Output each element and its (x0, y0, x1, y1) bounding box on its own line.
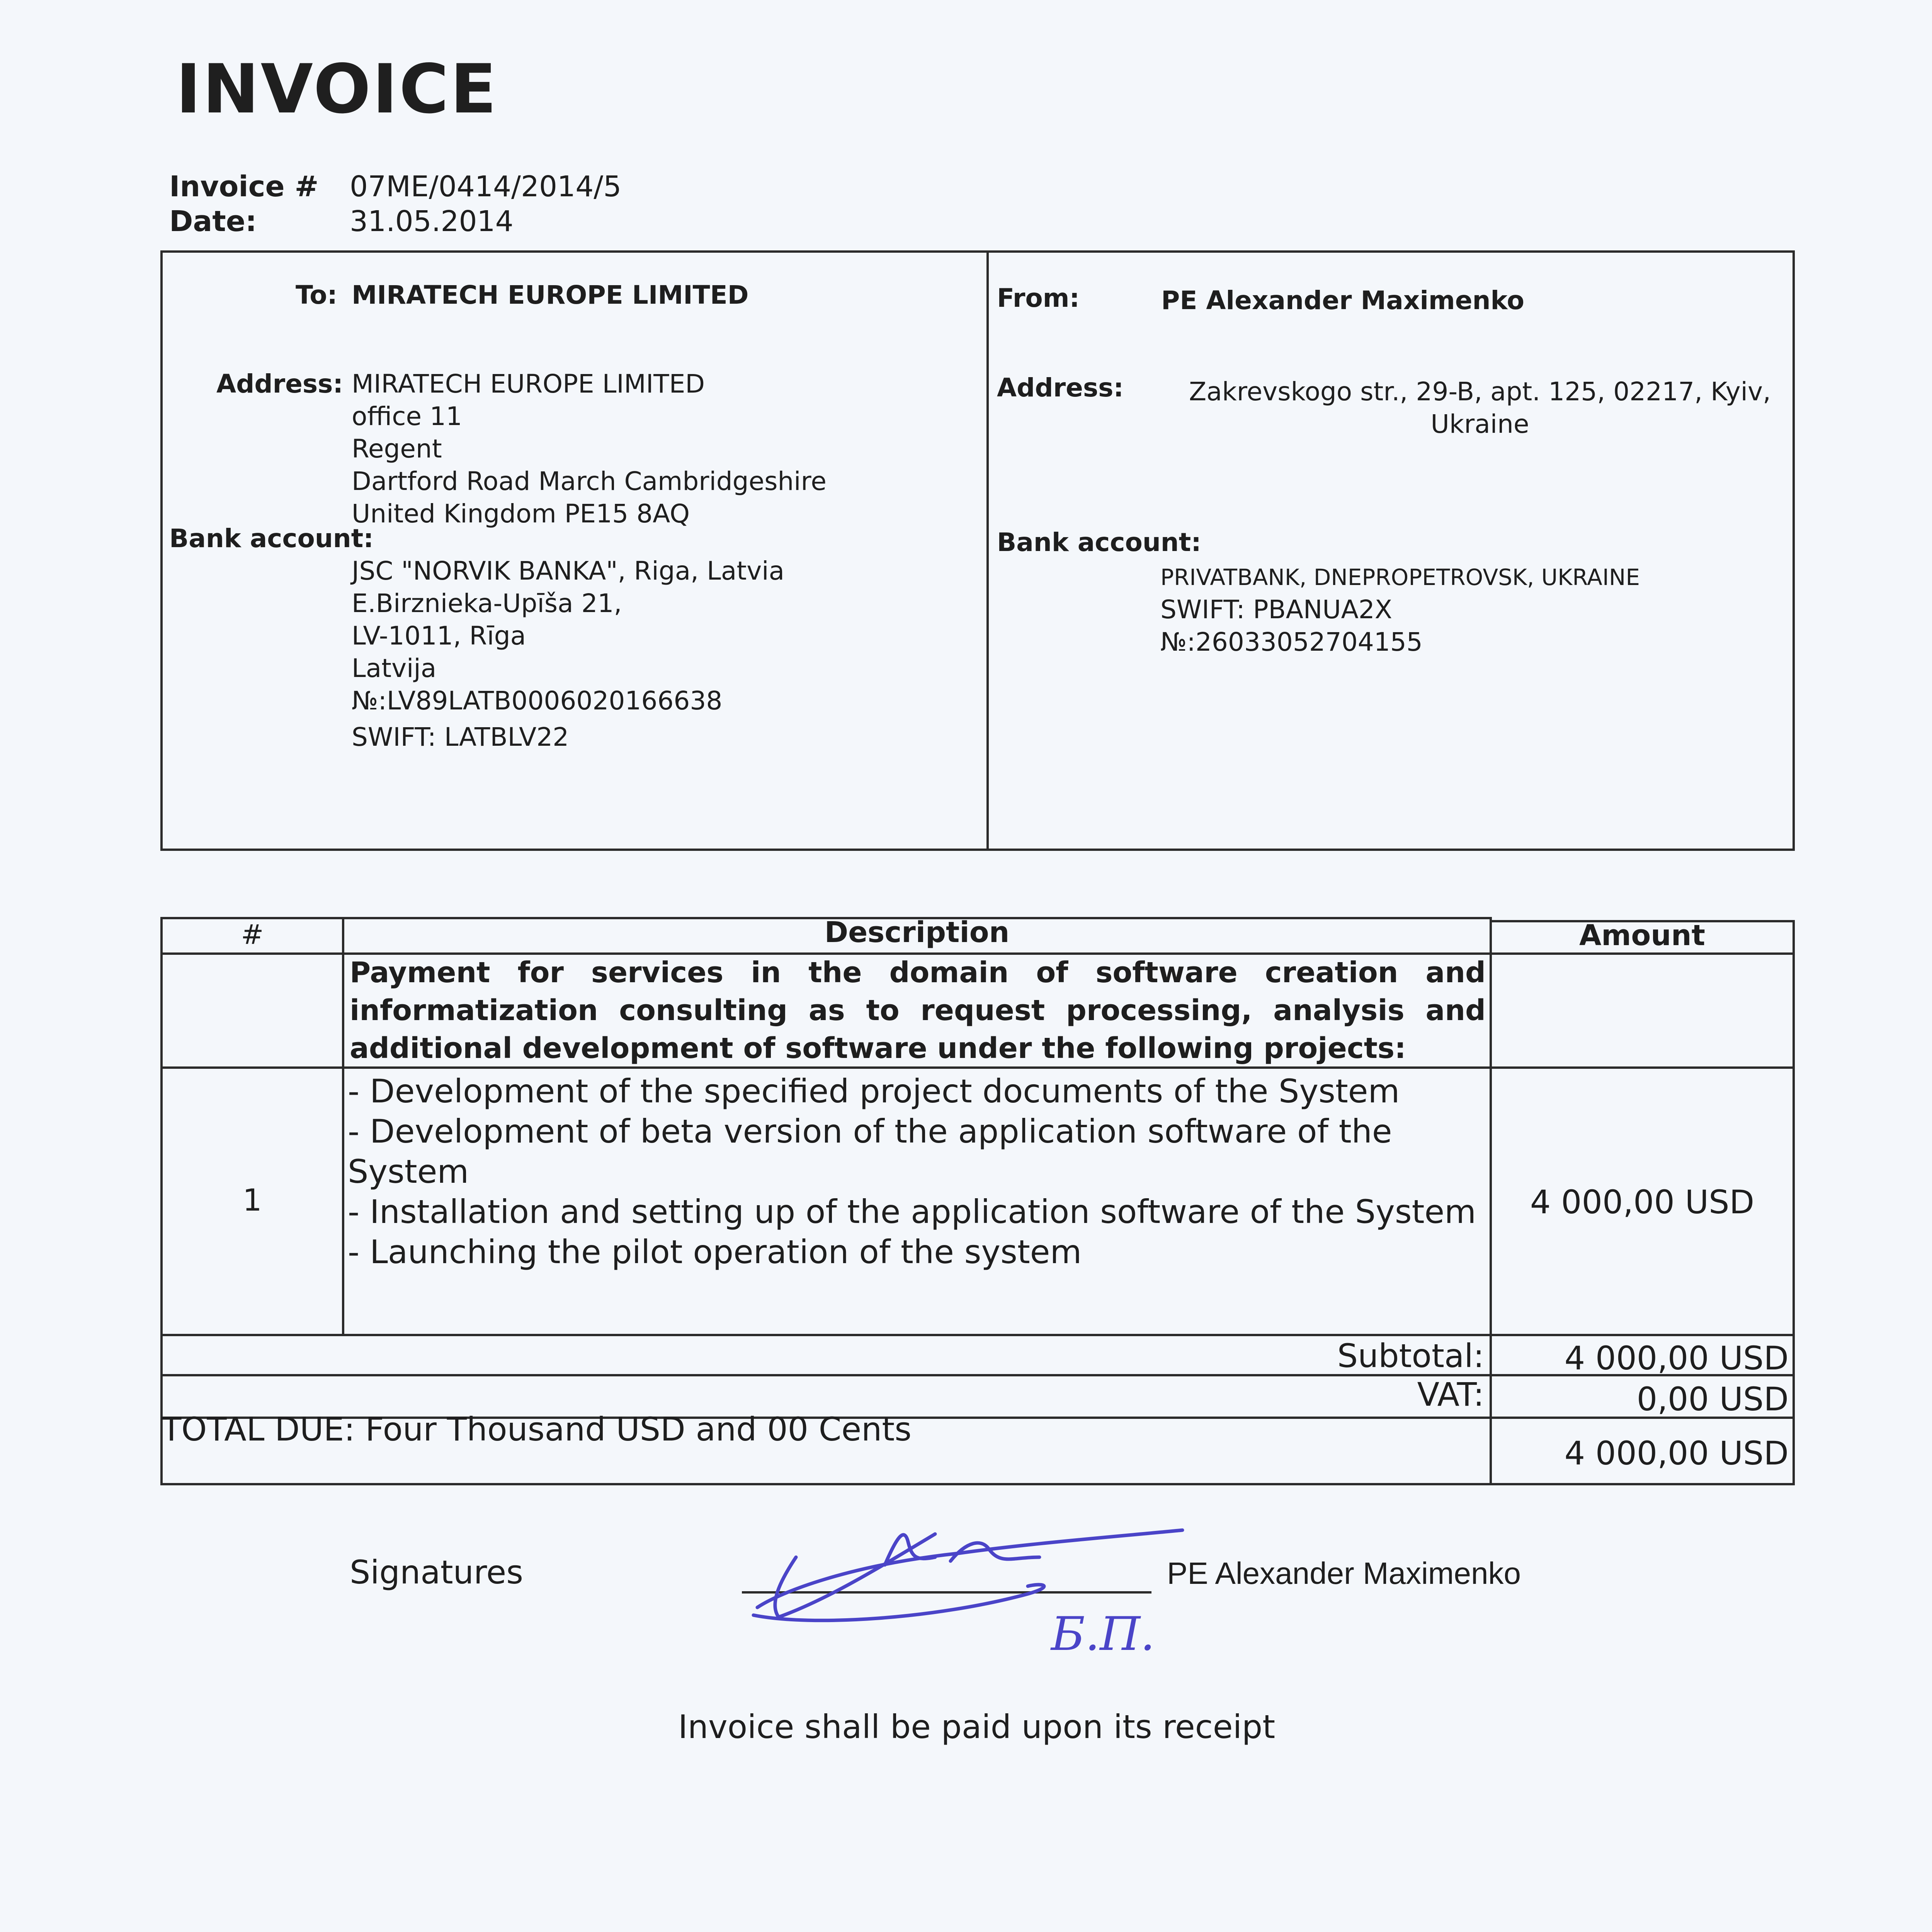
to-name: MIRATECH EUROPE LIMITED (352, 280, 749, 310)
to-bank-details (352, 555, 784, 753)
item-details (348, 1071, 1488, 1272)
payment-line: Payment for services in the domain of software creation and (350, 956, 1486, 989)
item-line: - Development of the specified project documents of the System (348, 1072, 1400, 1110)
address-line: Ukraine (1430, 409, 1529, 439)
parties-box (160, 250, 1795, 851)
to-bank-label: Bank account: (169, 524, 374, 553)
handwritten-note: Б.П. (1051, 1607, 1155, 1661)
col-header-description: Description (824, 916, 1010, 949)
bank-line: LV-1011, Rīga (352, 621, 526, 651)
from-name: PE Alexander Maximenko (1161, 286, 1524, 315)
to-address-label: Address: (216, 369, 343, 399)
from-bank-details (1160, 594, 1423, 658)
col-header-amount: Amount (1579, 919, 1705, 952)
item-line: - Installation and setting up of the application software of the System (348, 1193, 1476, 1231)
invoice-title: INVOICE (176, 50, 498, 129)
invoice-number-label: Invoice # (169, 170, 319, 203)
from-address-label: Address: (997, 373, 1124, 403)
address-line: MIRATECH EUROPE LIMITED (352, 369, 705, 399)
signer-name: PE Alexander Maximenko (1167, 1556, 1521, 1590)
bank-line: SWIFT: LATBLV22 (352, 722, 569, 752)
bank-line: Latvija (352, 653, 437, 683)
bank-line: SWIFT: PBANUA2X (1160, 595, 1392, 624)
subtotal-label: Subtotal: (1337, 1337, 1484, 1375)
to-address (352, 368, 827, 530)
date-label: Date: (169, 205, 257, 238)
invoice-date: 31.05.2014 (350, 205, 514, 238)
address-line: United Kingdom PE15 8AQ (352, 499, 690, 529)
payment-terms-note: Invoice shall be paid upon its receipt (678, 1708, 1276, 1746)
col-header-number: # (241, 919, 264, 951)
item-amount: 4 000,00 USD (1530, 1183, 1755, 1221)
vat-value: 0,00 USD (1636, 1380, 1789, 1418)
total-due-text: TOTAL DUE: Four Thousand USD and 00 Cents (162, 1410, 912, 1448)
bank-line: E.Birznieka-Upīša 21, (352, 588, 622, 618)
item-line: - Launching the pilot operation of the system (348, 1233, 1082, 1271)
vat-label: VAT: (1417, 1376, 1484, 1413)
payment-description (350, 954, 1486, 1067)
bank-line: №:LV89LATB0006020166638 (352, 686, 723, 716)
payment-line: additional development of software under the following projects: (350, 1032, 1406, 1065)
to-label: To: (296, 280, 337, 310)
total-value: 4 000,00 USD (1564, 1434, 1789, 1472)
bank-line: №:26033052704155 (1160, 627, 1423, 657)
invoice-number: 07ME/0414/2014/5 (350, 170, 622, 203)
item-number: 1 (243, 1183, 262, 1218)
from-address (1179, 376, 1781, 440)
address-line: Dartford Road March Cambridgeshire (352, 466, 827, 496)
payment-line: informatization consulting as to request processing, analysis and (350, 994, 1486, 1027)
signatures-label: Signatures (350, 1553, 523, 1591)
subtotal-value: 4 000,00 USD (1564, 1339, 1789, 1377)
address-line: Zakrevskogo str., 29-B, apt. 125, 02217, Kyiv, (1189, 377, 1771, 406)
address-line: office 11 (352, 401, 463, 431)
from-label: From: (997, 283, 1080, 313)
item-line: - Development of beta version of the application software of the (348, 1112, 1392, 1150)
bank-line: JSC "NORVIK BANKA", Riga, Latvia (352, 556, 785, 586)
item-line: System (348, 1153, 469, 1190)
address-line: Regent (352, 434, 442, 464)
parties-divider (986, 250, 989, 851)
from-bank-label: Bank account: (997, 527, 1201, 557)
from-bank-name: PRIVATBANK, DNEPROPETROVSK, UKRAINE (1160, 564, 1640, 590)
